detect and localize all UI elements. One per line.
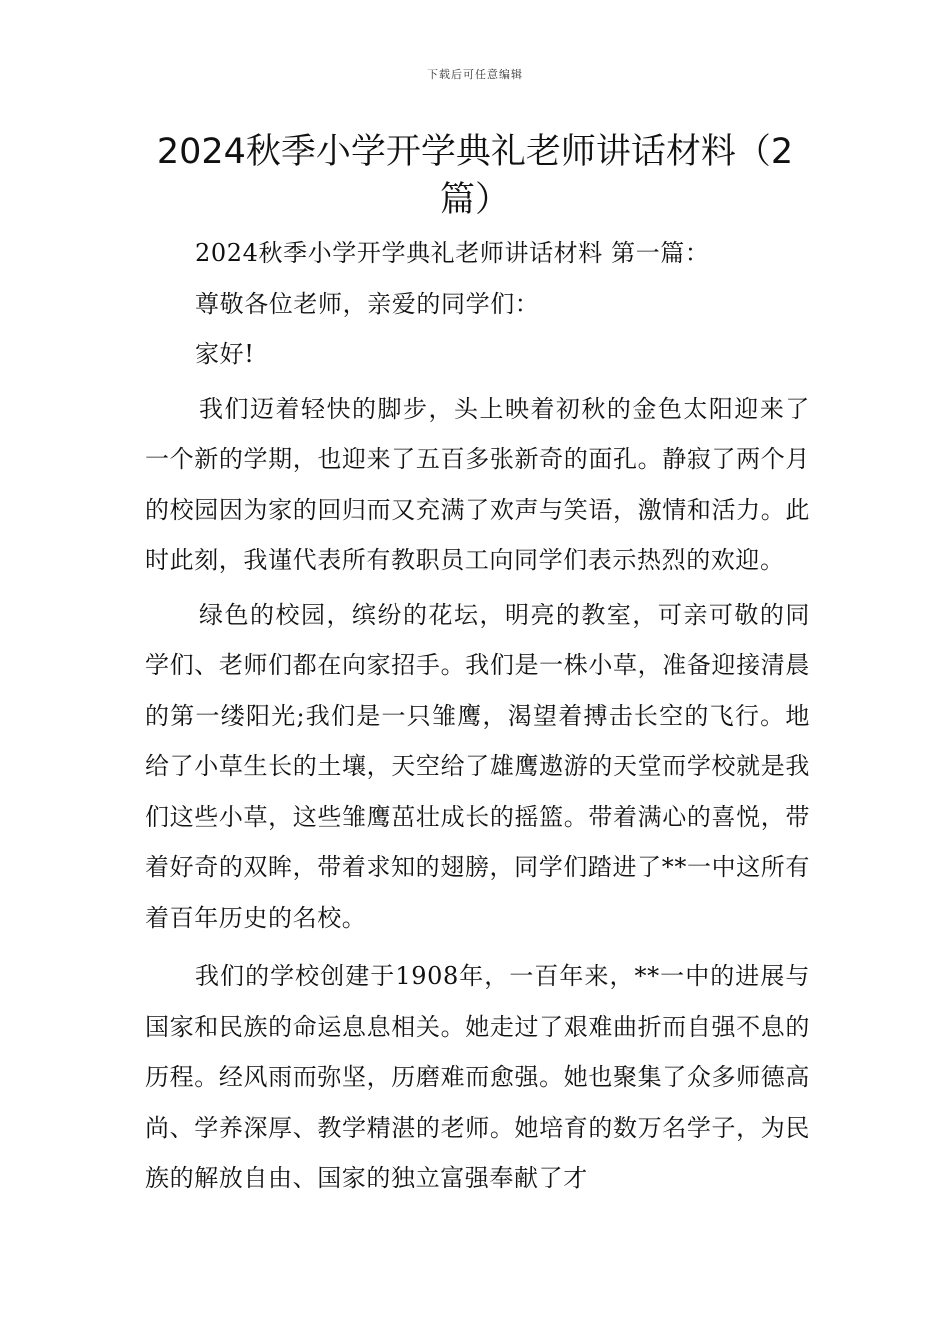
document-title: 2024秋季小学开学典礼老师讲话材料（2篇） <box>156 132 794 220</box>
section-heading: 2024秋季小学开学典礼老师讲话材料 第一篇： <box>195 239 710 267</box>
paragraph: 我们的学校创建于1908年，一百年来，**一中的进展与国家和民族的命运息息相关。她走过了艰难曲折而自强不息的历程。经风雨而弥坚，历磨难而愈强。她也聚集了众多师德高尚、学养深厚、教学精湛的老师。她培育的数万名学子，为民族的解放自由、国家的独立富强奉献了才 <box>145 962 810 1192</box>
salutation: 尊敬各位老师，亲爱的同学们： <box>195 289 540 318</box>
paragraph: 我们迈着轻快的脚步，头上映着初秋的金色太阳迎来了一个新的学期，也迎来了五百多张新奇的面孔。静寂了两个月的校园因为家的回归而又充满了欢声与笑语，激情和活力。此时此刻，我谨代表所有教职员工向同学们表示热烈的欢迎。 <box>145 394 810 574</box>
header-note: 下载后可任意编辑 <box>427 68 523 81</box>
document-body <box>145 228 810 1204</box>
paragraph: 绿色的校园，缤纷的花坛，明亮的教室，可亲可敬的同学们、老师们都在向家招手。我们是一株小草，准备迎接清晨的第一缕阳光;我们是一只雏鹰，渴望着搏击长空的飞行。地给了小草生长的土壤，天空给了雄鹰遨游的天堂而学校就是我们这些小草，这些雏鹰茁壮成长的摇篮。带着满心的喜悦，带着好奇的双眸，带着求知的翅膀，同学们踏进了**一中这所有着百年历史的名校。 <box>145 600 810 932</box>
greeting: 家好! <box>195 340 255 368</box>
